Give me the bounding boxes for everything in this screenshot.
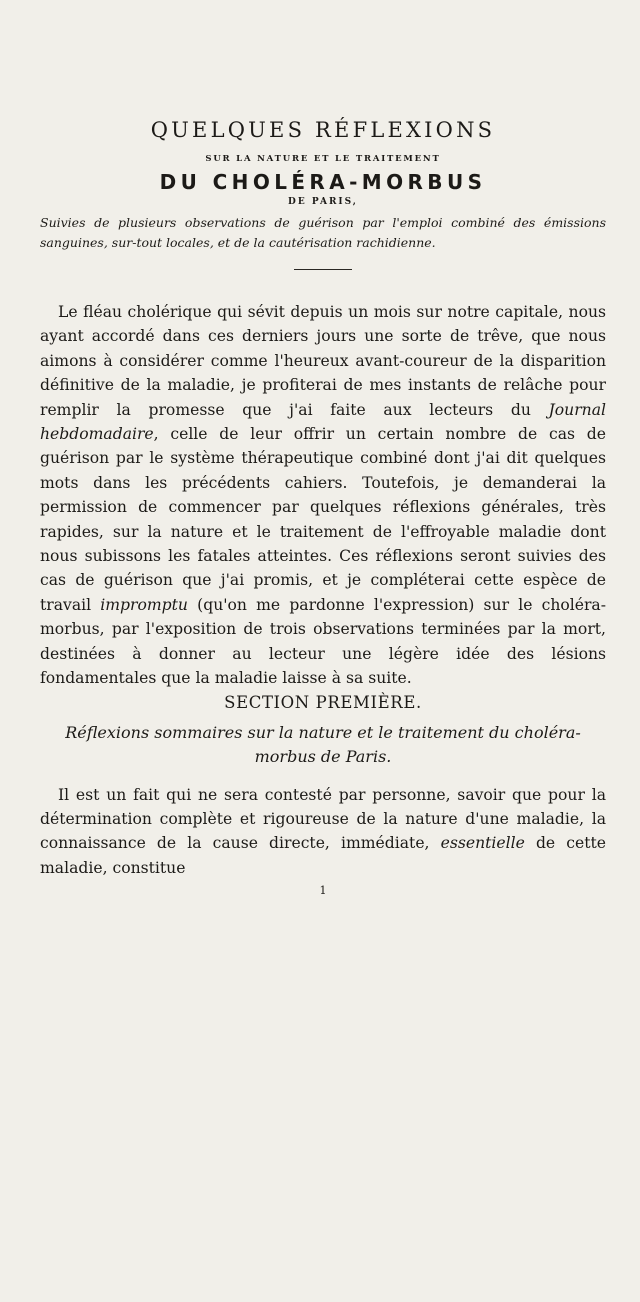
page-number: 1 [319,884,327,898]
p1-journal-title: Journal hebdomadaire [40,400,606,444]
body-paragraph-2 [40,783,606,881]
p1-text-b: , celle de leur offrir un certain nombre de cas de guérison par le système thérapeutique combiné dont j'ai dit quelques mots dans les précédents cahiers. Toutefois, je demanderai la permission de commencer par quelques réflexions générales, très rapides, sur la nature et le traitement de l'effroyable maladie dont nous subissons les fatales atteintes. Ces réflexions seront suivies des cas de guérison que j'ai promis, et je compléterai cette espèce de travail [40,425,606,614]
p2-text-a: Il est un fait qui ne sera contesté par personne, savoir que pour la détermination complète et rigoureuse de la nature d'une maladie, la connaissance de la cause directe, immédiate, [40,785,606,853]
p2-essentielle: essentielle [440,834,525,853]
p1-text-c: (qu'on me pardonne l'expression) sur le choléra-morbus, par l'exposition de trois observations terminées par la mort, destinées à donner au lecteur une légère idée des lésions fondamentales que la maladie laisse à sa suite. [40,595,607,688]
section-subtitle: Réflexions sommaires sur la nature et le traitement du choléra-morbus de Paris. [65,722,581,766]
document-title: QUELQUES RÉFLEXIONS [150,118,496,142]
document-page [0,118,640,1302]
title-divider [294,269,352,270]
document-title-main: DU CHOLÉRA-MORBUS [159,170,487,194]
document-city: DE PARIS, [288,197,358,207]
body-paragraph-1 [40,300,606,691]
p1-text-a: Le fléau cholérique qui sévit depuis un mois sur notre capitale, nous ayant accordé dans ces derniers jours une sorte de trêve, que nous aimons à considérer comme l'heureux avant-coureur de la disparition définitive de la maladie, je profiterai de mes instants de relâche pour remplir la promesse que j'ai faite aux lecteurs du [40,303,606,419]
p1-impromptu: impromptu [100,595,188,614]
document-subtitle: SUR LA NATURE ET LE TRAITEMENT [205,154,441,164]
document-description: Suivies de plusieurs observations de guérison par l'emploi combiné des émissions sanguines, sur-tout locales, et de la cautérisation rachidienne. [40,215,606,250]
section-title: SECTION PREMIÈRE. [224,692,422,712]
p2-text-b: de cette maladie, constitue [40,834,606,877]
